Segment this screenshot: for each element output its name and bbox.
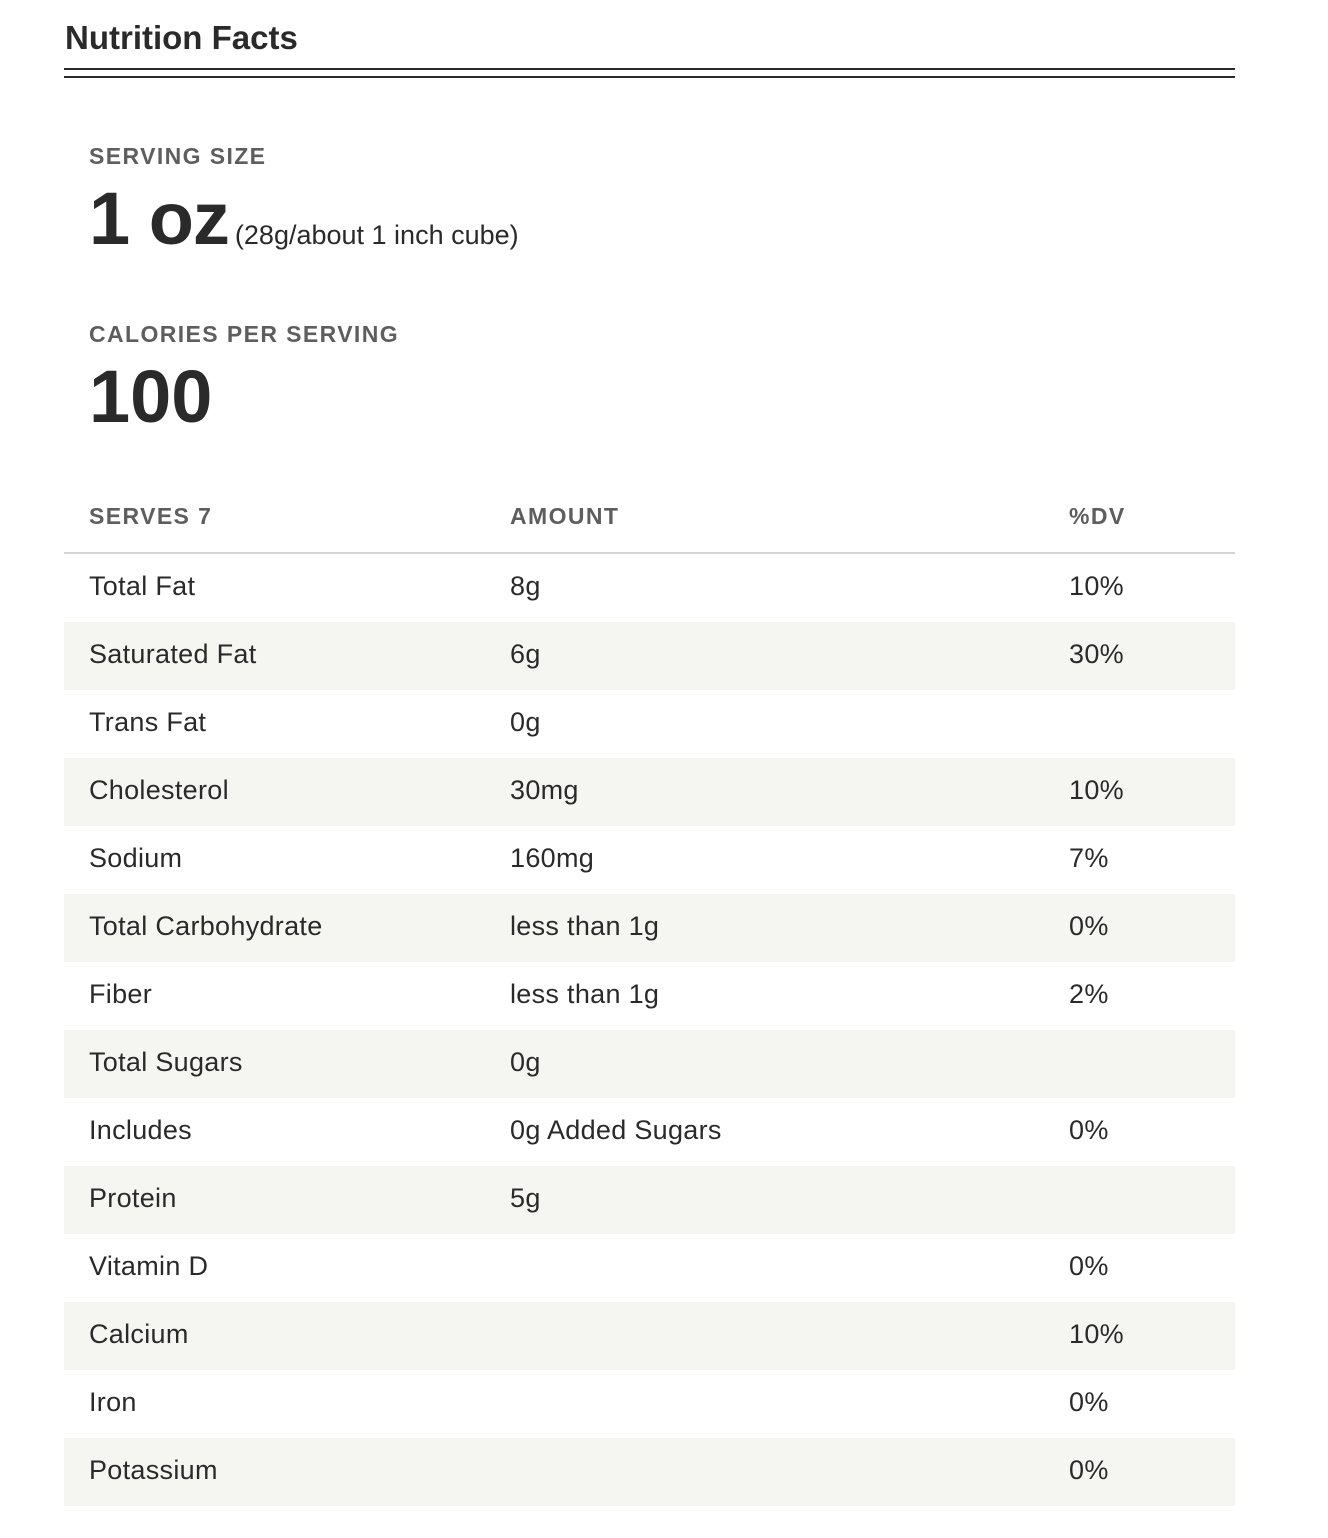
serving-size-detail: (28g/about 1 inch cube) xyxy=(234,220,519,250)
nutrient-amount: 5g xyxy=(510,1183,541,1213)
nutrient-amount: 0g Added Sugars xyxy=(510,1115,722,1145)
nutrient-amount: 30mg xyxy=(510,775,579,805)
nutrient-name: Calcium xyxy=(89,1319,189,1349)
table-row xyxy=(64,962,1235,1030)
nutrient-amount: 6g xyxy=(510,639,541,669)
nutrient-name: Includes xyxy=(89,1115,192,1145)
nutrient-name: Potassium xyxy=(89,1455,218,1485)
page-title: Nutrition Facts xyxy=(65,19,298,56)
table-row xyxy=(64,1030,1235,1098)
table-row xyxy=(64,758,1235,826)
table-row xyxy=(64,622,1235,690)
nutrient-name: Trans Fat xyxy=(89,707,207,737)
nutrient-table xyxy=(64,554,1235,1506)
nutrient-name: Iron xyxy=(89,1387,137,1417)
nutrient-name: Cholesterol xyxy=(89,775,229,805)
serving-size xyxy=(89,176,519,261)
table-row xyxy=(64,1166,1235,1234)
table-row xyxy=(64,826,1235,894)
title-divider xyxy=(64,68,1235,78)
nutrient-dv: 10% xyxy=(1069,571,1124,601)
nutrient-dv: 2% xyxy=(1069,979,1109,1009)
table-row xyxy=(64,1098,1235,1166)
nutrient-amount: less than 1g xyxy=(510,979,660,1009)
nutrient-dv: 0% xyxy=(1069,1387,1109,1417)
table-row xyxy=(64,894,1235,962)
calories-value: 100 xyxy=(89,355,213,438)
nutrient-name: Total Fat xyxy=(89,571,196,601)
table-row xyxy=(64,1370,1235,1438)
table-row xyxy=(64,1302,1235,1370)
nutrient-name: Total Sugars xyxy=(89,1047,243,1077)
nutrient-dv: 0% xyxy=(1069,1455,1109,1485)
serving-size-value: 1 oz xyxy=(89,177,229,260)
nutrient-name: Sodium xyxy=(89,843,183,873)
column-header-dv: %DV xyxy=(1069,503,1126,529)
nutrient-name: Saturated Fat xyxy=(89,639,257,669)
serving-size-label: SERVING SIZE xyxy=(89,143,267,169)
calories-label: CALORIES PER SERVING xyxy=(89,321,400,347)
table-header xyxy=(64,490,1235,554)
nutrient-amount: 0g xyxy=(510,1047,541,1077)
table-row xyxy=(64,690,1235,758)
nutrient-amount: less than 1g xyxy=(510,911,660,941)
nutrient-dv: 0% xyxy=(1069,1251,1109,1281)
table-row xyxy=(64,554,1235,622)
nutrient-dv: 7% xyxy=(1069,843,1109,873)
nutrient-dv: 10% xyxy=(1069,1319,1124,1349)
nutrient-name: Protein xyxy=(89,1183,177,1213)
column-header-serves: SERVES 7 xyxy=(89,503,213,529)
nutrient-amount: 8g xyxy=(510,571,541,601)
nutrient-dv: 0% xyxy=(1069,1115,1109,1145)
nutrient-dv: 10% xyxy=(1069,775,1124,805)
table-row xyxy=(64,1234,1235,1302)
table-row xyxy=(64,1438,1235,1506)
nutrient-dv: 0% xyxy=(1069,911,1109,941)
nutrient-amount: 0g xyxy=(510,707,541,737)
nutrient-dv: 30% xyxy=(1069,639,1124,669)
nutrient-name: Total Carbohydrate xyxy=(89,911,323,941)
nutrient-name: Fiber xyxy=(89,979,153,1009)
nutrient-name: Vitamin D xyxy=(89,1251,209,1281)
column-header-amount: AMOUNT xyxy=(510,503,620,529)
nutrient-amount: 160mg xyxy=(510,843,595,873)
